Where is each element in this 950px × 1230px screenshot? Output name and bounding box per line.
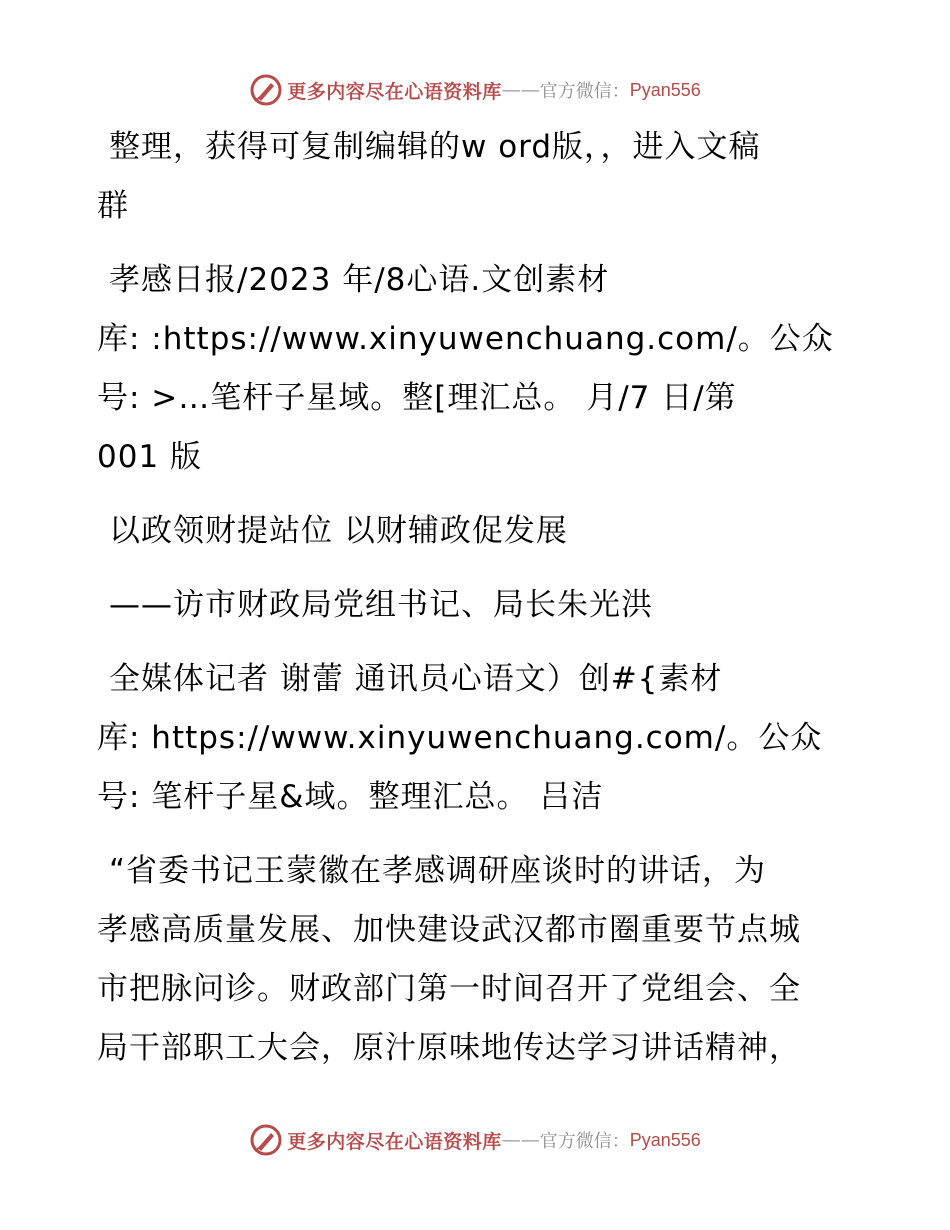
article-byline <box>97 650 857 827</box>
text-line: 以政领财提站位 以财辅政促发展 <box>109 513 568 549</box>
pen-logo-icon <box>249 73 283 107</box>
text-line: 号: 笔杆子星&域。整理汇总。 吕洁 <box>97 779 604 815</box>
banner-wechat-label: 官方微信： <box>539 1131 630 1152</box>
text-line: 局干部职工大会，原汁原味地传达学习讲话精神， <box>97 1030 801 1066</box>
text-line: 群 <box>97 188 129 224</box>
banner-dash: —— <box>501 79 540 101</box>
banner-wechat-id: Pyan556 <box>629 1129 701 1150</box>
text-line: 全媒体记者 谢蕾 通讯员心语文）创#{素材 <box>109 661 723 697</box>
banner-wechat-label: 官方微信： <box>539 81 630 102</box>
article-title <box>97 502 857 561</box>
document-body <box>97 118 857 1093</box>
pen-logo-icon <box>249 1123 283 1157</box>
banner-dash: —— <box>501 1129 540 1151</box>
text-line: 号: >…笔杆子星域。整[理汇总。 月/7 日/第 <box>97 380 737 416</box>
text-line: 整理，获得可复制编辑的w ord版，，进入文稿 <box>109 129 761 165</box>
banner-main-text: 更多内容尽在心语资料库 <box>287 1130 502 1153</box>
text-line: “省委书记王蒙徽在孝感调研座谈时的讲话，为 <box>109 853 767 889</box>
header-banner <box>0 70 950 110</box>
text-line: 孝感高质量发展、加快建设武汉都市圈重要节点城 <box>97 912 801 948</box>
text-line: 市把脉问诊。财政部门第一时间召开了党组会、全 <box>97 971 801 1007</box>
banner-main-text: 更多内容尽在心语资料库 <box>287 80 502 103</box>
footer-banner <box>0 1120 950 1160</box>
banner-wechat-id: Pyan556 <box>629 79 701 100</box>
article-subtitle <box>97 576 857 635</box>
text-line: 001 版 <box>97 439 203 475</box>
text-line: ——访市财政局党组书记、局长朱光洪 <box>109 587 653 623</box>
text-line: 库: :https://www.xinyuwenchuang.com/。公众 <box>97 321 834 357</box>
paragraph-body <box>97 842 857 1078</box>
text-line: 孝感日报/2023 年/8心语.文创素材 <box>109 262 610 298</box>
paragraph-intro <box>97 118 857 236</box>
text-line: 库: https://www.xinyuwenchuang.com/。公众 <box>97 720 823 756</box>
paragraph-source <box>97 251 857 487</box>
